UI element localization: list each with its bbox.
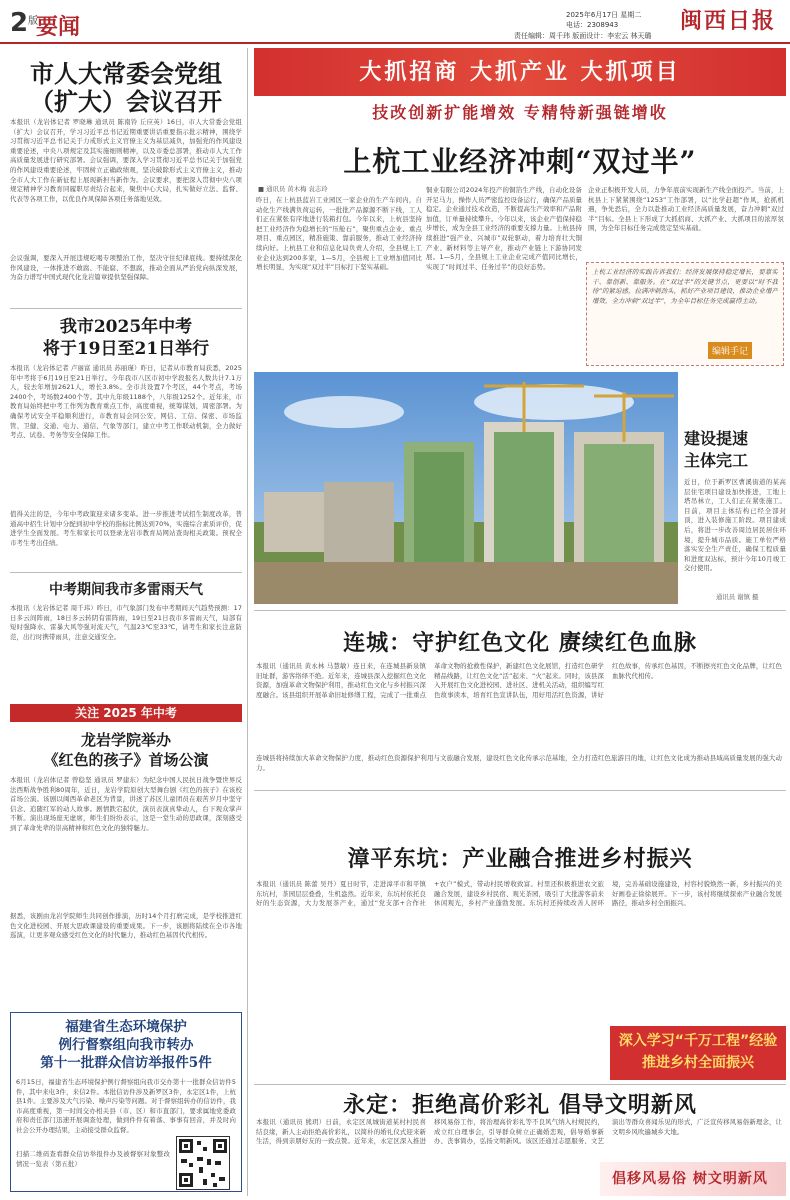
article1-title bbox=[10, 60, 242, 116]
campaign-subslogan: 技改创新扩能增效 专精特新强链增收 bbox=[372, 103, 668, 122]
article5-title bbox=[14, 1018, 238, 1072]
issue-phone: 电话：2308943 bbox=[566, 21, 619, 29]
article2-title bbox=[10, 316, 242, 360]
campaign-slogan: 大抓招商 大抓产业 大抓项目 bbox=[359, 59, 681, 85]
zhongkao-banner: 关注 2025 年中考 bbox=[10, 704, 242, 722]
lead-col2: 铜业有限公司2024年投产的铜箔生产线，自动化设备开足马力，操作人员严密监控设备运行，确保产品质量稳定。企业通过技术改造，不断提高生产效率和产品附加值，订单量持续攀升。今年以来，该企业产值保持稳步增长，成为全县工业经济的重要支撑力量。上杭县持续推进“强产业、兴城市”双轮驱动，着力培育壮大铜产业、新材料等主导产业，推动产业链上下游协同发展。1—5月，全县规上工业企业完成产值同比增长，实现了“时间过半、任务过半”的良好态势。 bbox=[426, 186, 582, 271]
lead-col1: 昨日，在上杭县蓝岩工业园区一家企业的生产车间内，自动化生产线满负荷运转，一批批产品源源不断下线，工人们正在紧张有序地进行装箱打包。今年以来，上杭县坚持把工业经济作为稳增长的“压舱石”，聚焦重点企业、重点项目、重点园区，精准施策、靠前服务，推动工业经济持续向好。上杭县工业和信息化局负责人介绍，全县规上工业企业达到200多家，1—5月，全县规上工业增加值同比增长明显，为实现“双过半”目标打下坚实基础。 bbox=[256, 196, 422, 272]
lead-byline: ■ 通讯员 黄木梅 袁志玲 bbox=[258, 185, 328, 193]
article3-title: 中考期间我市多雷雨天气 bbox=[49, 582, 203, 598]
liancheng-body2: 连城县将持续加大革命文物保护力度，推动红色资源保护利用与文旅融合发展，建设红色文化传承示范基地，全力打造红色旅游目的地，让红色文化成为推动县域高质量发展的强大动力。 bbox=[256, 754, 782, 772]
qr-code-icon bbox=[177, 1137, 229, 1189]
article5-title-line2: 例行督察组向我市转办 bbox=[58, 1037, 194, 1053]
divider bbox=[254, 610, 786, 611]
divider bbox=[10, 308, 242, 309]
qianwan-banner-text bbox=[610, 1030, 786, 1074]
article1-title-line2: （扩大）会议召开 bbox=[30, 87, 222, 116]
newspaper-logo: 闽西日报 bbox=[680, 8, 777, 34]
article4-title-line1: 龙岩学院举办 bbox=[80, 731, 171, 749]
footer-slogan: 倡移风易俗 树文明新风 bbox=[612, 1171, 768, 1187]
yongding-title: 永定：拒绝高价彩礼 倡导文明新风 bbox=[343, 1092, 697, 1118]
issue-editors: 责任编辑：周千玮 版面设计：李宏云 林天璐 bbox=[514, 32, 652, 40]
issue-date: 2025年6月17日 星期二 bbox=[566, 11, 642, 19]
qr-code[interactable] bbox=[176, 1136, 230, 1190]
photo-credit: 通讯员 谢镇 摄 bbox=[716, 593, 759, 601]
yongding-body: 本报讯（通讯员 熊玥）日前，永定区凤城街道某村村民喜结良缘，新人主动拒绝高价彩礼，以简朴的婚礼仪式迎来新生活，得到亲朋好友的一致点赞。近年来，永定区深入推进移风易俗工作，将治理高价彩礼等不良风气纳入村规民约，成立红白理事会，引导群众树立正确婚恋观，倡导婚事新办、丧事简办，弘扬文明新风。该区还通过志愿服务、文艺演出等群众喜闻乐见的形式，广泛宣传移风易俗新理念，让文明乡风吹遍城乡大地。 bbox=[256, 1118, 782, 1146]
article4-body2: 据悉，该剧由龙岩学院师生共同创作排演，历时14个月打磨完成，是学校推进红色文化进校园、开展大思政课建设的重要成果。下一步，该剧将陆续在全市各地巡演，让更多观众感受红色文化的时代魅力，推动红色基因代代相传。 bbox=[10, 912, 242, 940]
zhangping-title: 漳平东坑：产业融合推进乡村振兴 bbox=[347, 846, 693, 872]
page-unit: 版 bbox=[28, 16, 38, 27]
photo-story-title-line1: 建设提速 bbox=[684, 429, 749, 448]
article2-body: 本报讯（龙岩体记者 卢丽富 通讯员 苏丽瑾）昨日，记者从市教育局获悉，2025年中考将于6月19日至21日举行。今年我市八区市初中学段报名人数共计7.1万人，较去年增加2621人，增长3.8%。全市共设置7个考区，44个考点，考场2400个，考场数2400个等。其中九年级1188个，八年级1252个。近年来，市教育局始终把中考工作列为教育重点工作，高度重视，统筹谋划，周密部署。为确保考试安全平稳顺利进行，市教育局会同公安、网信、工信、保密、市场监管、卫健、交通、电力、通信、气象等部门，建立中考工作联动机制，全力做好考点、试卷、考务等安全保障工作。 bbox=[10, 364, 242, 440]
liancheng-title: 连城：守护红色文化 赓续红色血脉 bbox=[343, 630, 697, 656]
article5-title-line1: 福建省生态环境保护 bbox=[65, 1019, 187, 1035]
article2-body2: 值得关注的是，今年中考政策迎来诸多变革。进一步推进考试招生制度改革，普通高中招生计划中分配到初中学校的指标比例达到70%，实施综合素质评价，促进学生全面发展。考生和家长可以登录龙岩市教育局网站查询相关政策。预祝全市考生考出佳绩。 bbox=[10, 510, 242, 547]
column-divider bbox=[247, 48, 248, 1196]
article2-title-line2: 将于19日至21日举行 bbox=[42, 339, 210, 359]
article5-title-line3: 第十一批群众信访举报件5件 bbox=[40, 1055, 212, 1071]
liancheng-body: 本报讯（通讯员 黄永林 马慧敏）连日来，在连城县新泉镇旧址群，游客络绎不绝。近年来，连城县深入挖掘红色文化资源，加强革命文物保护利用，推动红色文化与乡村振兴深度融合。该县组织开展革命旧址修缮工程，完成了一批重点革命文物的抢救性保护，新建红色文化展馆，打造红色研学精品线路，让红色文化“活”起来、“火”起来。同时，该县深入开展红色文化进校园、进社区、进机关活动，组织编写红色故事读本，培育红色宣讲队伍，用好用活红色资源，讲好红色故事，传承红色基因，不断擦亮红色文化品牌，让红色血脉代代相传。 bbox=[256, 662, 782, 699]
article3-body: 本报讯（龙岩体记者 周千玮）昨日，市气象部门发布中考期间天气趋势预测：17日多云间阵雨，18日多云转阴有雷阵雨，19日至21日我市多雷雨天气，局部有短时强降水、雷暴大风等强对流天气，气温23℃至33℃，请考生和家长注意防范，出行时携带雨具，注意交通安全。 bbox=[10, 604, 242, 641]
section-name: 要闻 bbox=[36, 15, 81, 40]
photo-story-title-line2: 主体完工 bbox=[684, 451, 749, 470]
construction-photo bbox=[254, 372, 678, 604]
qianwan-line2: 推进乡村全面振兴 bbox=[642, 1055, 754, 1071]
editor-note-label: 编辑手记 bbox=[708, 342, 752, 359]
construction-site-image bbox=[254, 372, 678, 604]
article2-title-line1: 我市2025年中考 bbox=[59, 317, 193, 337]
divider bbox=[254, 790, 786, 791]
lead-title: 上杭工业经济冲刺“双过半” bbox=[343, 145, 697, 178]
photo-story-title bbox=[684, 428, 786, 472]
article4-title bbox=[10, 730, 242, 770]
divider bbox=[254, 1084, 786, 1085]
article1-body2: 会议强调，要深入开展违规吃喝专项整治工作，坚决守住纪律底线。要持续深化作风建设，一体推进不敢腐、不能腐、不想腐，推动全面从严治党向纵深发展，为奋力谱写中国式现代化龙岩篇章提供坚强保障。 bbox=[10, 254, 242, 282]
qianwan-line1: 深入学习“千万工程”经验 bbox=[618, 1033, 778, 1049]
zhangping-body: 本报讯（通讯员 陈蕾 吴丹）夏日时节，走进漳平市和平镇东坑村，茶园层层叠叠，生机盎然。近年来，东坑村依托良好的生态资源，大力发展茶产业，通过“党支部+合作社+农户”模式，带动村民增收致富。村里还积极推进农文旅融合发展，建设乡村民宿、观光茶园，吸引了大批游客前来休闲观光，乡村产业蓬勃发展。东坑村还持续改善人居环境，完善基础设施建设，村容村貌焕然一新，乡村振兴的美好画卷正徐徐展开。下一步，该村将继续探索产业融合发展路径，推动乡村全面振兴。 bbox=[256, 880, 782, 908]
article1-title-line1: 市人大常委会党组 bbox=[30, 59, 222, 88]
editor-note: 上杭工业经济的实践告诉我们：经济发展保持稳定增长，要靠实干、靠创新、靠服务。在“双过半”的关键节点，更要以“时不我待”的紧迫感，拉满冲刺劲头，抓好产业项目建设，推动企业增产增效，全力冲刺“双过半”，为全年目标任务完成赢得主动。 bbox=[592, 268, 778, 305]
article5-body: 6月15日，福建省生态环境保护例行督察组向我市交办第十一批群众信访件5件，其中来电3件，来信2件。本批信访件涉及新罗区3件，永定区1件，上杭县1件。主要涉及大气污染、噪声污染等问题。对于督察组转办的信访件，我市高度重视，第一时间交办相关县（市、区）和市直部门，要求属地党委政府和责任部门迅速开展调查处理，做到件件有着落、事事有回音，并及时向社会公开办理结果，主动接受群众监督。 bbox=[16, 1078, 236, 1134]
article1-body: 本报讯（龙岩体记者 罗晓琳 通讯员 陈南铃 丘应英）16日，市人大常委会党组（扩大）会议召开，学习习近平总书记近期重要讲话重要指示批示精神，围绕学习贯彻习近平总书记关于力戒形式主义官僚主义为基层减负，加强党的作风建设重要论述，中央八项规定及其实施细则精神，以及市委总部署，推动市人大工作高质量发展进行研究部署。会议强调，要深入学习贯彻习近平总书记关于加强党的作风建设重要论述，牢固树立正确政绩观，坚决破除形式主义官僚主义，推动全市人大工作在新征程上展现新担当新作为。会议要求，要把深入贯彻中央八项规定精神学习教育同履职尽责结合起来，聚焦中心大局，扎实做好立法、监督、代表等各项工作，以优良作风保障各项任务落地见效。 bbox=[10, 118, 242, 203]
photo-story-body: 近日，位于新罗区曹溪街道的某高层住宅项目建设加快推进，工地上塔吊林立，工人们正在紧张施工。目前，项目主体结构已经全部封顶，进入装修施工阶段。项目建成后，将进一步改善周边居民居住环境，提升城市品质。施工单位严格落实安全生产责任，确保工程质量和进度双达标，预计今年10月竣工交付使用。 bbox=[684, 478, 786, 573]
divider bbox=[10, 572, 242, 573]
masthead bbox=[0, 0, 790, 44]
article4-title-line2: 《红色的孩子》首场公演 bbox=[43, 751, 209, 769]
article4-body: 本报讯（龙岩体记者 曾稳坚 通讯员 罗建东）为纪念中国人民抗日战争暨世界反法西斯战争胜利80周年，近日，龙岩学院原创大型舞台剧《红色的孩子》在该校首场公演。该剧以闽西革命老区为背景，讲述了苏区儿童团员在艰苦岁月中坚守信念、追随红军的动人故事。剧情跌宕起伏，演员表演真挚动人，台下观众掌声不断。演出现场座无虚席，师生们纷纷表示，这是一堂生动的思政课，深刻感受到了革命先辈的崇高精神和红色文化的独特魅力。 bbox=[10, 776, 242, 832]
page-number: 2 bbox=[10, 8, 29, 38]
qr-caption: 扫描二维码查看群众信访举报件办及被督察对象整改情况一览表（第五批） bbox=[16, 1150, 170, 1168]
lead-col3: 企业正积极开发人员，力争年底前实现新生产线全面投产。当前，上杭县上下紧紧围绕“1253”工作部署，以“比学赶超”作风，抢抓机遇，争先恐后，全力以赴推动工业经济高质量发展，奋力冲刺“双过半”目标。全县上下形成了大抓招商、大抓产业、大抓项目的浓厚氛围，为全年目标任务完成奠定坚实基础。 bbox=[588, 186, 784, 233]
